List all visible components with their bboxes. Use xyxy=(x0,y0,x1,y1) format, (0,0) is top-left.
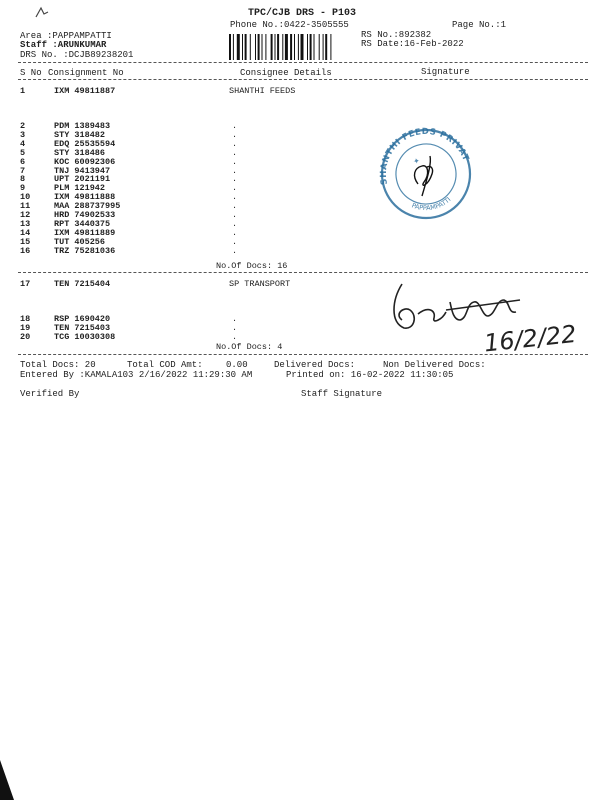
handwritten-signature xyxy=(388,280,598,360)
row-sno: 17 xyxy=(20,279,31,289)
consignee-placeholder-dot: . xyxy=(232,245,238,256)
consignee-placeholder-dot: . xyxy=(232,201,238,212)
consignment-number: EDQ 25535594 xyxy=(54,138,116,149)
consignee-placeholder-dot: . xyxy=(232,331,238,342)
entered-by: Entered By :KAMALA103 2/16/2022 11:29:30 AM xyxy=(20,370,253,380)
consignee-placeholder-dot: . xyxy=(232,183,238,194)
row-sno: 20 xyxy=(20,331,31,342)
consignment-number: HRD 74902533 xyxy=(54,210,116,220)
consignment-number: PLM 121942 xyxy=(54,183,106,194)
consignment-number: TEN 7215404 xyxy=(54,279,111,289)
docs-count: No.Of Docs: 16 xyxy=(216,261,288,271)
row-sno: 18 xyxy=(20,314,31,324)
row-sno: 12 xyxy=(20,210,31,220)
row-sno: 9 xyxy=(20,183,26,194)
row-sno: 15 xyxy=(20,236,31,247)
consignment-number: TEN 7215403 xyxy=(54,322,111,333)
consignee-placeholder-dot: . xyxy=(232,147,238,158)
row-sno: 7 xyxy=(20,165,26,176)
svg-text:SHANTHI FEEDS PRIVATE LIMITED xyxy=(372,124,472,188)
page-number: Page No.:1 xyxy=(452,20,507,30)
consignee-placeholder-dot: . xyxy=(232,156,238,167)
row-sno: 6 xyxy=(20,156,26,167)
consignee-placeholder-dot: . xyxy=(232,165,238,176)
delivered-docs: Delivered Docs: xyxy=(274,360,356,370)
phone-number: Phone No.:0422-3505555 xyxy=(230,20,349,30)
row-sno: 16 xyxy=(20,245,31,256)
area-label: Area :PAPPAMPATTI xyxy=(20,31,112,41)
consignee-placeholder-dot: . xyxy=(232,227,238,238)
consignment-number: TUT 405256 xyxy=(54,236,106,247)
consignee-placeholder-dot: . xyxy=(232,121,238,131)
consignment-number: KOC 60092306 xyxy=(54,156,116,167)
row-sno: 5 xyxy=(20,147,26,158)
consignment-number: IXM 49811888 xyxy=(54,192,116,203)
non-delivered-docs: Non Delivered Docs: xyxy=(383,360,486,370)
consignee-placeholder-dot: . xyxy=(232,210,238,220)
consignee-placeholder-dot: . xyxy=(232,174,238,185)
row-sno: 13 xyxy=(20,218,31,229)
consignee-placeholder-dot: . xyxy=(232,192,238,203)
rs-date: RS Date:16-Feb-2022 xyxy=(361,39,464,49)
consignee-placeholder-dot: . xyxy=(232,322,238,333)
consignment-number: MAA 288737995 xyxy=(54,201,121,212)
divider xyxy=(18,79,588,80)
barcode-icon xyxy=(229,34,355,60)
staff-signature: Staff Signature xyxy=(301,389,383,399)
consignee-name: SP TRANSPORT xyxy=(229,279,291,289)
company-seal-stamp xyxy=(372,124,480,224)
consignment-number: IXM 49811887 xyxy=(54,86,116,96)
rs-number: RS No.:892382 xyxy=(361,30,432,40)
consignee-name: SHANTHI FEEDS xyxy=(229,86,296,96)
divider xyxy=(18,272,588,273)
column-header-sno: S No xyxy=(20,68,42,78)
total-cod-label: Total COD Amt: xyxy=(127,360,203,370)
row-sno: 14 xyxy=(20,227,31,238)
consignment-number: RPT 3440375 xyxy=(54,218,111,229)
consignee-placeholder-dot: . xyxy=(232,138,238,149)
divider xyxy=(18,62,588,63)
printed-on: Printed on: 16-02-2022 11:30:05 xyxy=(286,370,454,380)
seal-text: SHANTHI FEEDS PRIVATE xyxy=(378,126,471,186)
scan-shadow xyxy=(0,760,20,800)
row-sno: 19 xyxy=(20,322,31,333)
consignment-number: STY 318482 xyxy=(54,129,106,140)
consignment-number: TRZ 75281036 xyxy=(54,245,116,256)
consignment-number: IXM 49811889 xyxy=(54,227,116,238)
report-title: TPC/CJB DRS - P103 xyxy=(248,8,357,19)
consignment-number: STY 318486 xyxy=(54,147,106,158)
total-cod-value: 0.00 xyxy=(226,360,248,370)
consignment-number: TCG 10030308 xyxy=(54,331,116,342)
scan-mark-icon xyxy=(35,6,49,18)
row-sno: 2 xyxy=(20,121,26,131)
row-sno: 1 xyxy=(20,86,26,96)
consignee-placeholder-dot: . xyxy=(232,218,238,229)
consignment-number: RSP 1690420 xyxy=(54,314,111,324)
row-sno: 4 xyxy=(20,138,26,149)
consignee-placeholder-dot: . xyxy=(232,314,238,324)
consignment-number: TNJ 9413947 xyxy=(54,165,111,176)
column-header-consignee: Consignee Details xyxy=(240,68,332,78)
row-sno: 3 xyxy=(20,129,26,140)
docs-count: No.Of Docs: 4 xyxy=(216,342,283,352)
seal-place: PAPPAMPATTI xyxy=(410,195,453,213)
verified-by: Verified By xyxy=(20,389,80,399)
staff-label: Staff :ARUNKUMAR xyxy=(20,40,107,50)
consignment-number: PDM 1389483 xyxy=(54,121,111,131)
row-sno: 10 xyxy=(20,192,31,203)
svg-text:✦: ✦ xyxy=(412,156,421,167)
column-header-signature: Signature xyxy=(421,67,470,77)
row-sno: 11 xyxy=(20,201,31,212)
row-sno: 8 xyxy=(20,174,26,185)
handwritten-date: 16/2/22 xyxy=(482,319,578,358)
drs-number: DRS No. :DCJB89238201 xyxy=(20,50,134,60)
consignee-placeholder-dot: . xyxy=(232,129,238,140)
consignment-number: UPT 2021191 xyxy=(54,174,111,185)
column-header-consignment: Consignment No xyxy=(48,68,124,78)
total-docs: Total Docs: 20 xyxy=(20,360,96,370)
consignee-placeholder-dot: . xyxy=(232,236,238,247)
